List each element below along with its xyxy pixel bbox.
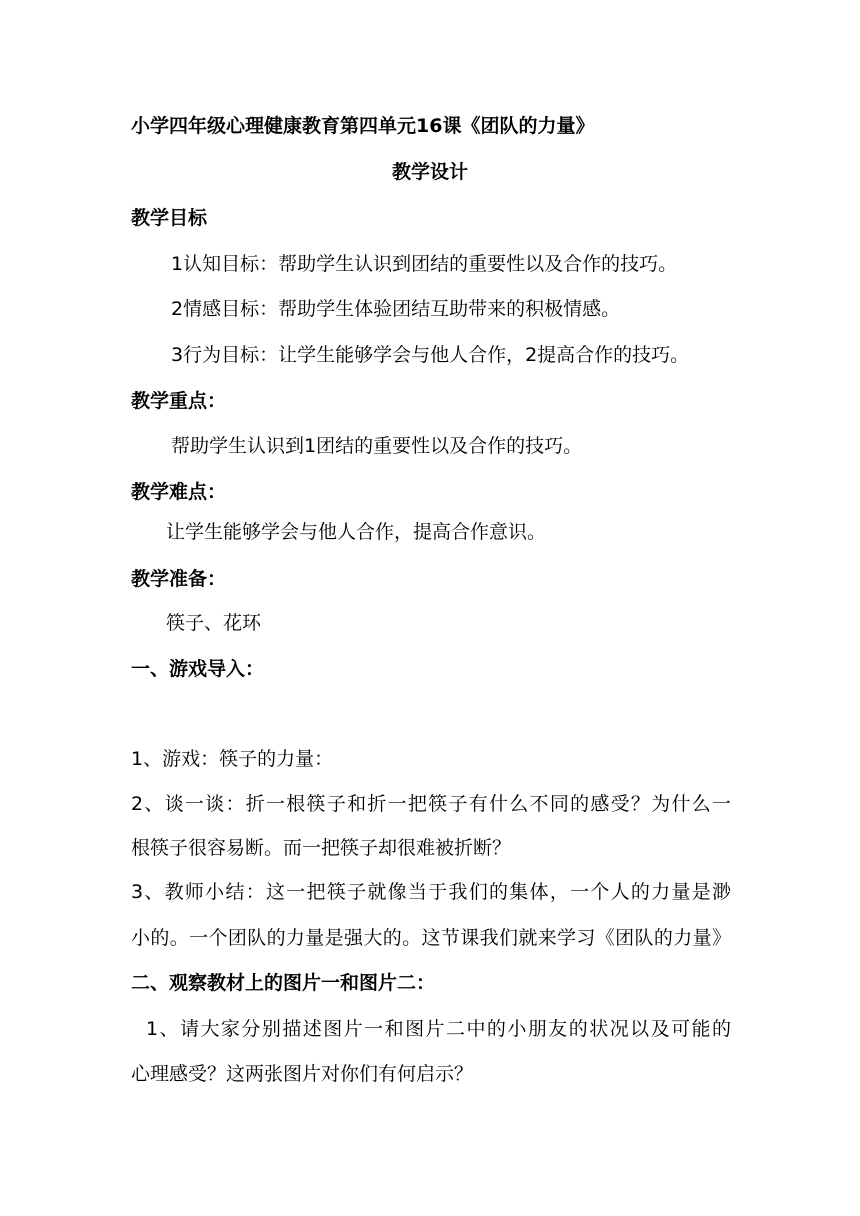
- section-one-item: 根筷子很容易断。而一把筷子却很难被折断？: [131, 837, 512, 859]
- section-two-item: 心理感受？这两张图片对你们有何启示？: [131, 1063, 474, 1085]
- goals-heading: 教学目标: [131, 207, 208, 229]
- difficulty-heading: 教学难点：: [131, 481, 227, 503]
- section-two-item: 1、请大家分别描述图片一和图片二中的小朋友的状况以及可能的: [146, 1018, 731, 1040]
- section-one-item: 2、谈一谈：折一根筷子和折一把筷子有什么不同的感受？为什么一: [131, 793, 731, 815]
- goal-item: 3行为目标：让学生能够学会与他人合作，2提高合作的技巧。: [171, 344, 690, 366]
- document-subtitle: 教学设计: [391, 161, 468, 183]
- key-point-text: 帮助学生认识到1团结的重要性以及合作的技巧。: [171, 435, 583, 457]
- section-one-heading: 一、游戏导入：: [131, 658, 265, 680]
- section-one-item: 1、游戏：筷子的力量：: [131, 748, 334, 770]
- key-point-heading: 教学重点：: [131, 390, 227, 412]
- preparation-text: 筷子、花环: [166, 612, 262, 634]
- goal-item: 1认知目标：帮助学生认识到团结的重要性以及合作的技巧。: [171, 253, 678, 275]
- section-one-item: 小的。一个团队的力量是强大的。这节课我们就来学习《团队的力量》: [131, 927, 731, 949]
- section-two-heading: 二、观察教材上的图片一和图片二：: [131, 972, 436, 994]
- document-title: 小学四年级心理健康教育第四单元16课《团队的力量》: [131, 115, 595, 137]
- section-one-item: 3、教师小结：这一把筷子就像当于我们的集体，一个人的力量是渺: [131, 881, 731, 903]
- difficulty-text: 让学生能够学会与他人合作，提高合作意识。: [166, 521, 547, 543]
- preparation-heading: 教学准备：: [131, 568, 227, 590]
- goal-item: 2情感目标：帮助学生体验团结互助带来的积极情感。: [171, 298, 621, 320]
